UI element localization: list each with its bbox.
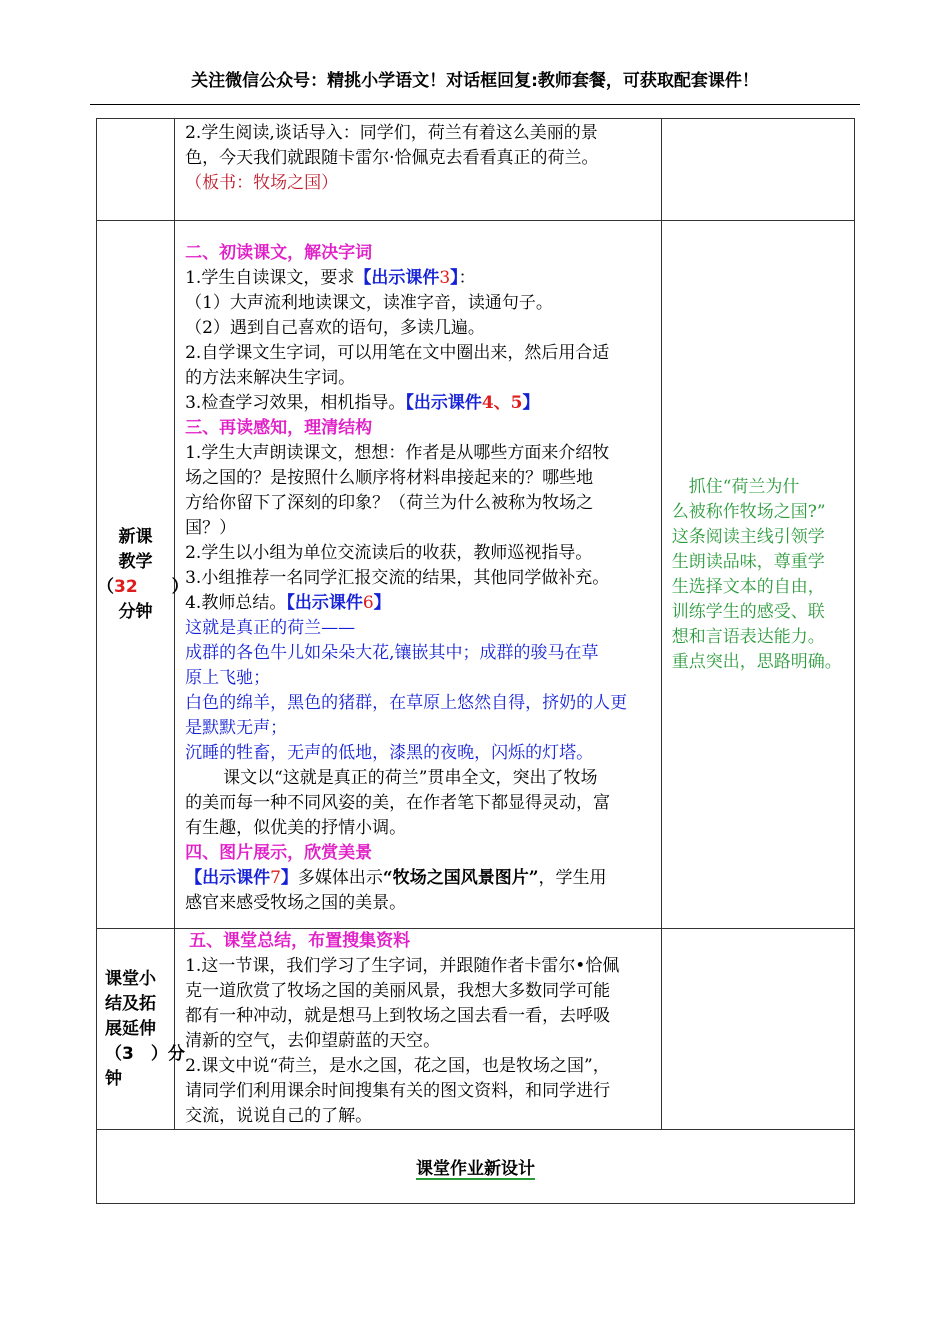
summary-note-cell bbox=[661, 929, 854, 1130]
table-row-new-lesson bbox=[97, 221, 855, 929]
summary-content-cell bbox=[175, 929, 662, 1130]
new-lesson-label: 新课 教学 （32 ） 分钟 bbox=[97, 221, 175, 929]
s2-line-1: 1.学生自读课文，要求【出示课件3】： bbox=[185, 268, 476, 288]
s3-line-7: 4.教师总结。【出示课件6】 bbox=[185, 593, 391, 613]
section2-title: 二、初读课文，解决字词 bbox=[185, 243, 373, 263]
summary-line-3: 有生趣，似优美的抒情小调。 bbox=[185, 818, 407, 838]
s5-line-3: 都有一种冲动，就是想马上到牧场之国去看一看，去呼吸 bbox=[185, 1006, 611, 1026]
header-notice: 关注微信公众号：精挑小学语文！对话框回复:教师套餐，可获取配套课件！ bbox=[191, 71, 759, 91]
section4-title: 四、图片展示，欣赏美景 bbox=[185, 843, 373, 863]
section5-title: 五、课堂总结，布置搜集资料 bbox=[189, 931, 411, 951]
s4-line-2: 感官来感受牧场之国的美景。 bbox=[185, 893, 407, 913]
s2-line-2: （1）大声流利地读课文，读准字音，读通句子。 bbox=[185, 293, 553, 313]
quote-line-5: 是默默无声； bbox=[185, 718, 288, 738]
s4-line-1: 【出示课件7】多媒体出示“牧场之国风景图片”，学生用 bbox=[185, 868, 607, 888]
s5-line-4: 清新的空气，去仰望蔚蓝的天空。 bbox=[185, 1031, 441, 1051]
s5-line-7: 交流，说说自己的了解。 bbox=[185, 1106, 373, 1126]
section3-title: 三、再读感知，理清结构 bbox=[185, 418, 373, 438]
homework-title: 课堂作业新设计 bbox=[416, 1159, 535, 1179]
summary-label: 课堂小 结及拓 展延伸 （3 ）分 钟 bbox=[97, 929, 175, 1130]
summary-line-2: 的美而每一种不同风姿的美，在作者笔下都显得灵动，富 bbox=[185, 793, 611, 813]
s3-line-3: 方给你留下了深刻的印象？（荷兰为什么被称为牧场之 bbox=[185, 493, 594, 513]
table-row-intro bbox=[97, 119, 855, 221]
s3-line-6: 3.小组推荐一名同学汇报交流的结果，其他同学做补充。 bbox=[185, 568, 610, 588]
quote-line-2: 成群的各色牛儿如朵朵大花,镶嵌其中；成群的骏马在草 bbox=[185, 643, 599, 663]
new-lesson-content-cell bbox=[175, 221, 662, 929]
quote-line-4: 白色的绵羊，黑色的猪群，在草原上悠然自得，挤奶的人更 bbox=[185, 693, 628, 713]
s2-line-3: （2）遇到自己喜欢的语句，多读几遍。 bbox=[185, 318, 485, 338]
intro-line-1: 2.学生阅读,谈话导入：同学们，荷兰有着这么美丽的景 bbox=[185, 123, 598, 143]
quote-line-1: 这就是真正的荷兰—— bbox=[185, 618, 356, 638]
s2-line-6: 3.检查学习效果，相机指导。【出示课件4、5】 bbox=[185, 393, 540, 413]
intro-board-note: （板书：牧场之国） bbox=[185, 173, 339, 193]
s3-line-4: 国？） bbox=[185, 518, 237, 538]
row1-content-cell bbox=[175, 119, 662, 221]
s3-line-1: 1.学生大声朗读课文，想想：作者是从哪些方面来介绍牧 bbox=[185, 443, 610, 463]
s5-line-6: 请同学们利用课余时间搜集有关的图文资料，和同学进行 bbox=[185, 1081, 611, 1101]
teaching-note: 抓住“荷兰为什 么被称作牧场之国?” 这条阅读主线引领学 生朗读品味，尊重学 生选择文本的自由， 训练学生的感受、联 想和言语表达能力。 重点突出，思路明确。 bbox=[661, 221, 854, 929]
s3-line-5: 2.学生以小组为单位交流读后的收获，教师巡视指导。 bbox=[185, 543, 593, 563]
minutes-value: 32 bbox=[114, 576, 138, 597]
quote-line-6: 沉睡的牲畜，无声的低地，漆黑的夜晚，闪烁的灯塔。 bbox=[185, 743, 594, 763]
s3-line-2: 场之国的？是按照什么顺序将材料串接起来的？哪些地 bbox=[185, 468, 594, 488]
summary-line-1: 课文以“这就是真正的荷兰”贯串全文，突出了牧场 bbox=[223, 768, 598, 788]
homework-cell bbox=[97, 1130, 855, 1204]
intro-line-2: 色，今天我们就跟随卡雷尔·恰佩克去看看真正的荷兰。 bbox=[185, 148, 599, 168]
row1-note-cell bbox=[661, 119, 854, 221]
header-divider bbox=[90, 104, 860, 105]
quote-line-3: 原上飞驰； bbox=[185, 668, 271, 688]
table-row-homework bbox=[97, 1130, 855, 1204]
s2-line-4: 2.自学课文生字词，可以用笔在文中圈出来，然后用合适 bbox=[185, 343, 610, 363]
s5-line-1: 1.这一节课，我们学习了生字词，并跟随作者卡雷尔•恰佩 bbox=[185, 956, 620, 976]
table-row-summary bbox=[97, 929, 855, 1130]
lesson-plan-table bbox=[96, 118, 855, 1204]
row1-label-cell bbox=[97, 119, 175, 221]
s5-line-2: 克一道欣赏了牧场之国的美丽风景，我想大多数同学可能 bbox=[185, 981, 611, 1001]
s2-line-5: 的方法来解决生字词。 bbox=[185, 368, 356, 388]
s5-line-5: 2.课文中说“荷兰，是水之国，花之国，也是牧场之国”， bbox=[185, 1056, 610, 1076]
